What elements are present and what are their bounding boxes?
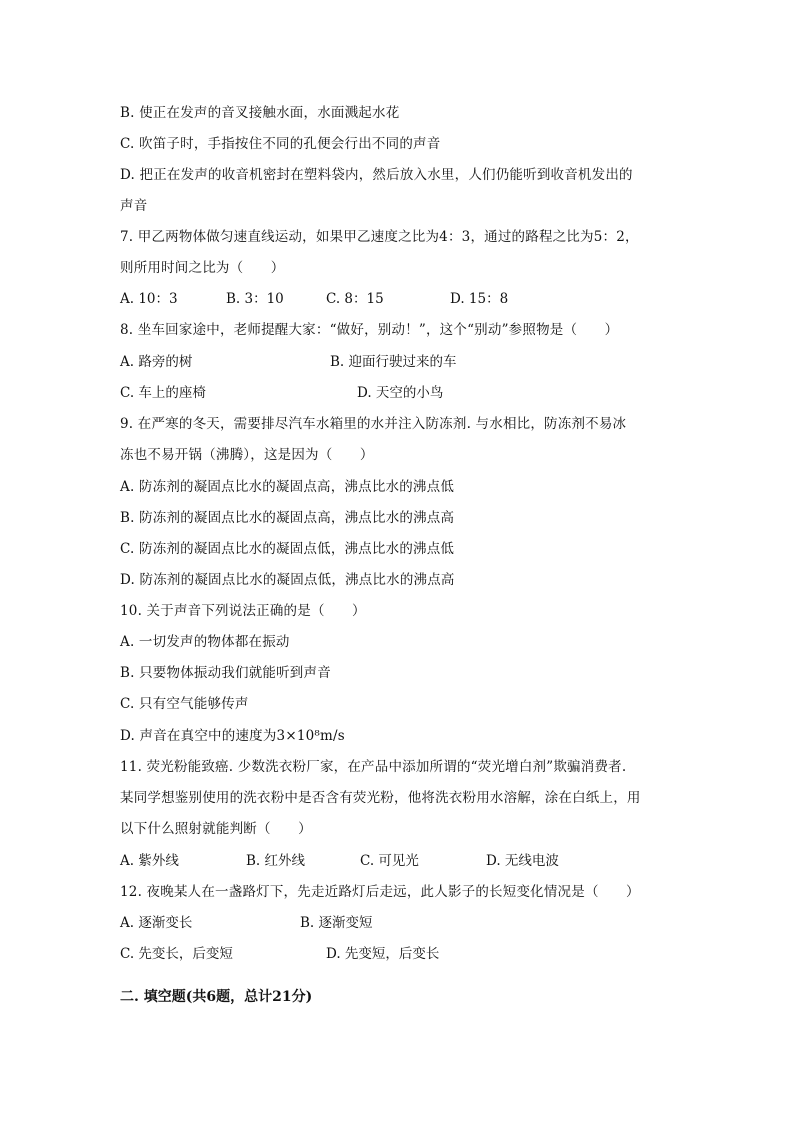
q8-option-a: A. 路旁的树 bbox=[120, 354, 193, 370]
q10-stem: 10. 关于声音下列说法正确的是（ ） bbox=[120, 603, 366, 619]
q7-stem-line1: 7. 甲乙两物体做匀速直线运动，如果甲乙速度之比为4：3，通过的路程之比为5：2， bbox=[120, 229, 639, 245]
q10-option-d: D. 声音在真空中的速度为3×10⁸m/s bbox=[120, 728, 345, 744]
q10-option-a: A. 一切发声的物体都在振动 bbox=[120, 634, 290, 650]
q6-option-c: C. 吹笛子时，手指按住不同的孔便会行出不同的声音 bbox=[120, 136, 441, 152]
q12-option-d: D. 先变短，后变长 bbox=[326, 946, 440, 962]
q7-option-c: C. 8：15 bbox=[326, 291, 384, 307]
q11-stem-line3: 以下什么照射就能判断（ ） bbox=[120, 821, 312, 837]
q7-option-d: D. 15：8 bbox=[450, 291, 509, 307]
q12-stem: 12. 夜晚某人在一盏路灯下，先走近路灯后走远，此人影子的长短变化情况是（ ） bbox=[120, 884, 640, 900]
q6-option-d-line2: 声音 bbox=[120, 198, 148, 214]
q10-option-c: C. 只有空气能够传声 bbox=[120, 696, 249, 712]
q12-option-a: A. 逐渐变长 bbox=[120, 915, 193, 931]
q7-stem-line2: 则所用时间之比为（ ） bbox=[120, 260, 285, 276]
q6-option-b: B. 使正在发声的音叉接触水面，水面溅起水花 bbox=[120, 105, 400, 121]
q9-option-a: A. 防冻剂的凝固点比水的凝固点高，沸点比水的沸点低 bbox=[120, 479, 455, 495]
q9-stem-line1: 9. 在严寒的冬天，需要排尽汽车水箱里的水并注入防冻剂. 与水相比，防冻剂不易冰 bbox=[120, 416, 627, 432]
q7-option-a: A. 10：3 bbox=[120, 291, 178, 307]
q11-option-d: D. 无线电波 bbox=[486, 853, 559, 869]
q8-option-c: C. 车上的座椅 bbox=[120, 385, 206, 401]
q11-option-a: A. 紫外线 bbox=[120, 853, 179, 869]
section-heading-fill-in: 二. 填空题(共6题，总计21分) bbox=[120, 989, 313, 1005]
q12-option-c: C. 先变长，后变短 bbox=[120, 946, 233, 962]
q10-option-b: B. 只要物体振动我们就能听到声音 bbox=[120, 665, 331, 681]
q12-option-b: B. 逐渐变短 bbox=[300, 915, 373, 931]
q9-option-c: C. 防冻剂的凝固点比水的凝固点低，沸点比水的沸点低 bbox=[120, 541, 455, 557]
q11-option-c: C. 可见光 bbox=[360, 853, 419, 869]
q8-option-b: B. 迎面行驶过来的车 bbox=[330, 354, 457, 370]
q9-option-d: D. 防冻剂的凝固点比水的凝固点低，沸点比水的沸点高 bbox=[120, 572, 455, 588]
q9-stem-line2: 冻也不易开锅（沸腾），这是因为（ ） bbox=[120, 447, 374, 463]
q6-option-d-line1: D. 把正在发声的收音机密封在塑料袋内，然后放入水里，人们仍能听到收音机发出的 bbox=[120, 167, 633, 183]
q7-option-b: B. 3：10 bbox=[226, 291, 284, 307]
q8-stem: 8. 坐车回家途中，老师提醒大家：“做好，别动！”，这个“别动”参照物是（ ） bbox=[120, 322, 619, 338]
q11-stem-line1: 11. 荧光粉能致癌. 少数洗衣粉厂家，在产品中添加所谓的“荧光增白剂”欺骗消费者. bbox=[120, 759, 627, 775]
q8-option-d: D. 天空的小鸟 bbox=[357, 385, 444, 401]
q11-option-b: B. 红外线 bbox=[246, 853, 306, 869]
q11-stem-line2: 某同学想鉴别使用的洗衣粉中是否含有荧光粉，他将洗衣粉用水溶解，涂在白纸上，用 bbox=[120, 790, 641, 806]
q9-option-b: B. 防冻剂的凝固点比水的凝固点高，沸点比水的沸点高 bbox=[120, 510, 455, 526]
